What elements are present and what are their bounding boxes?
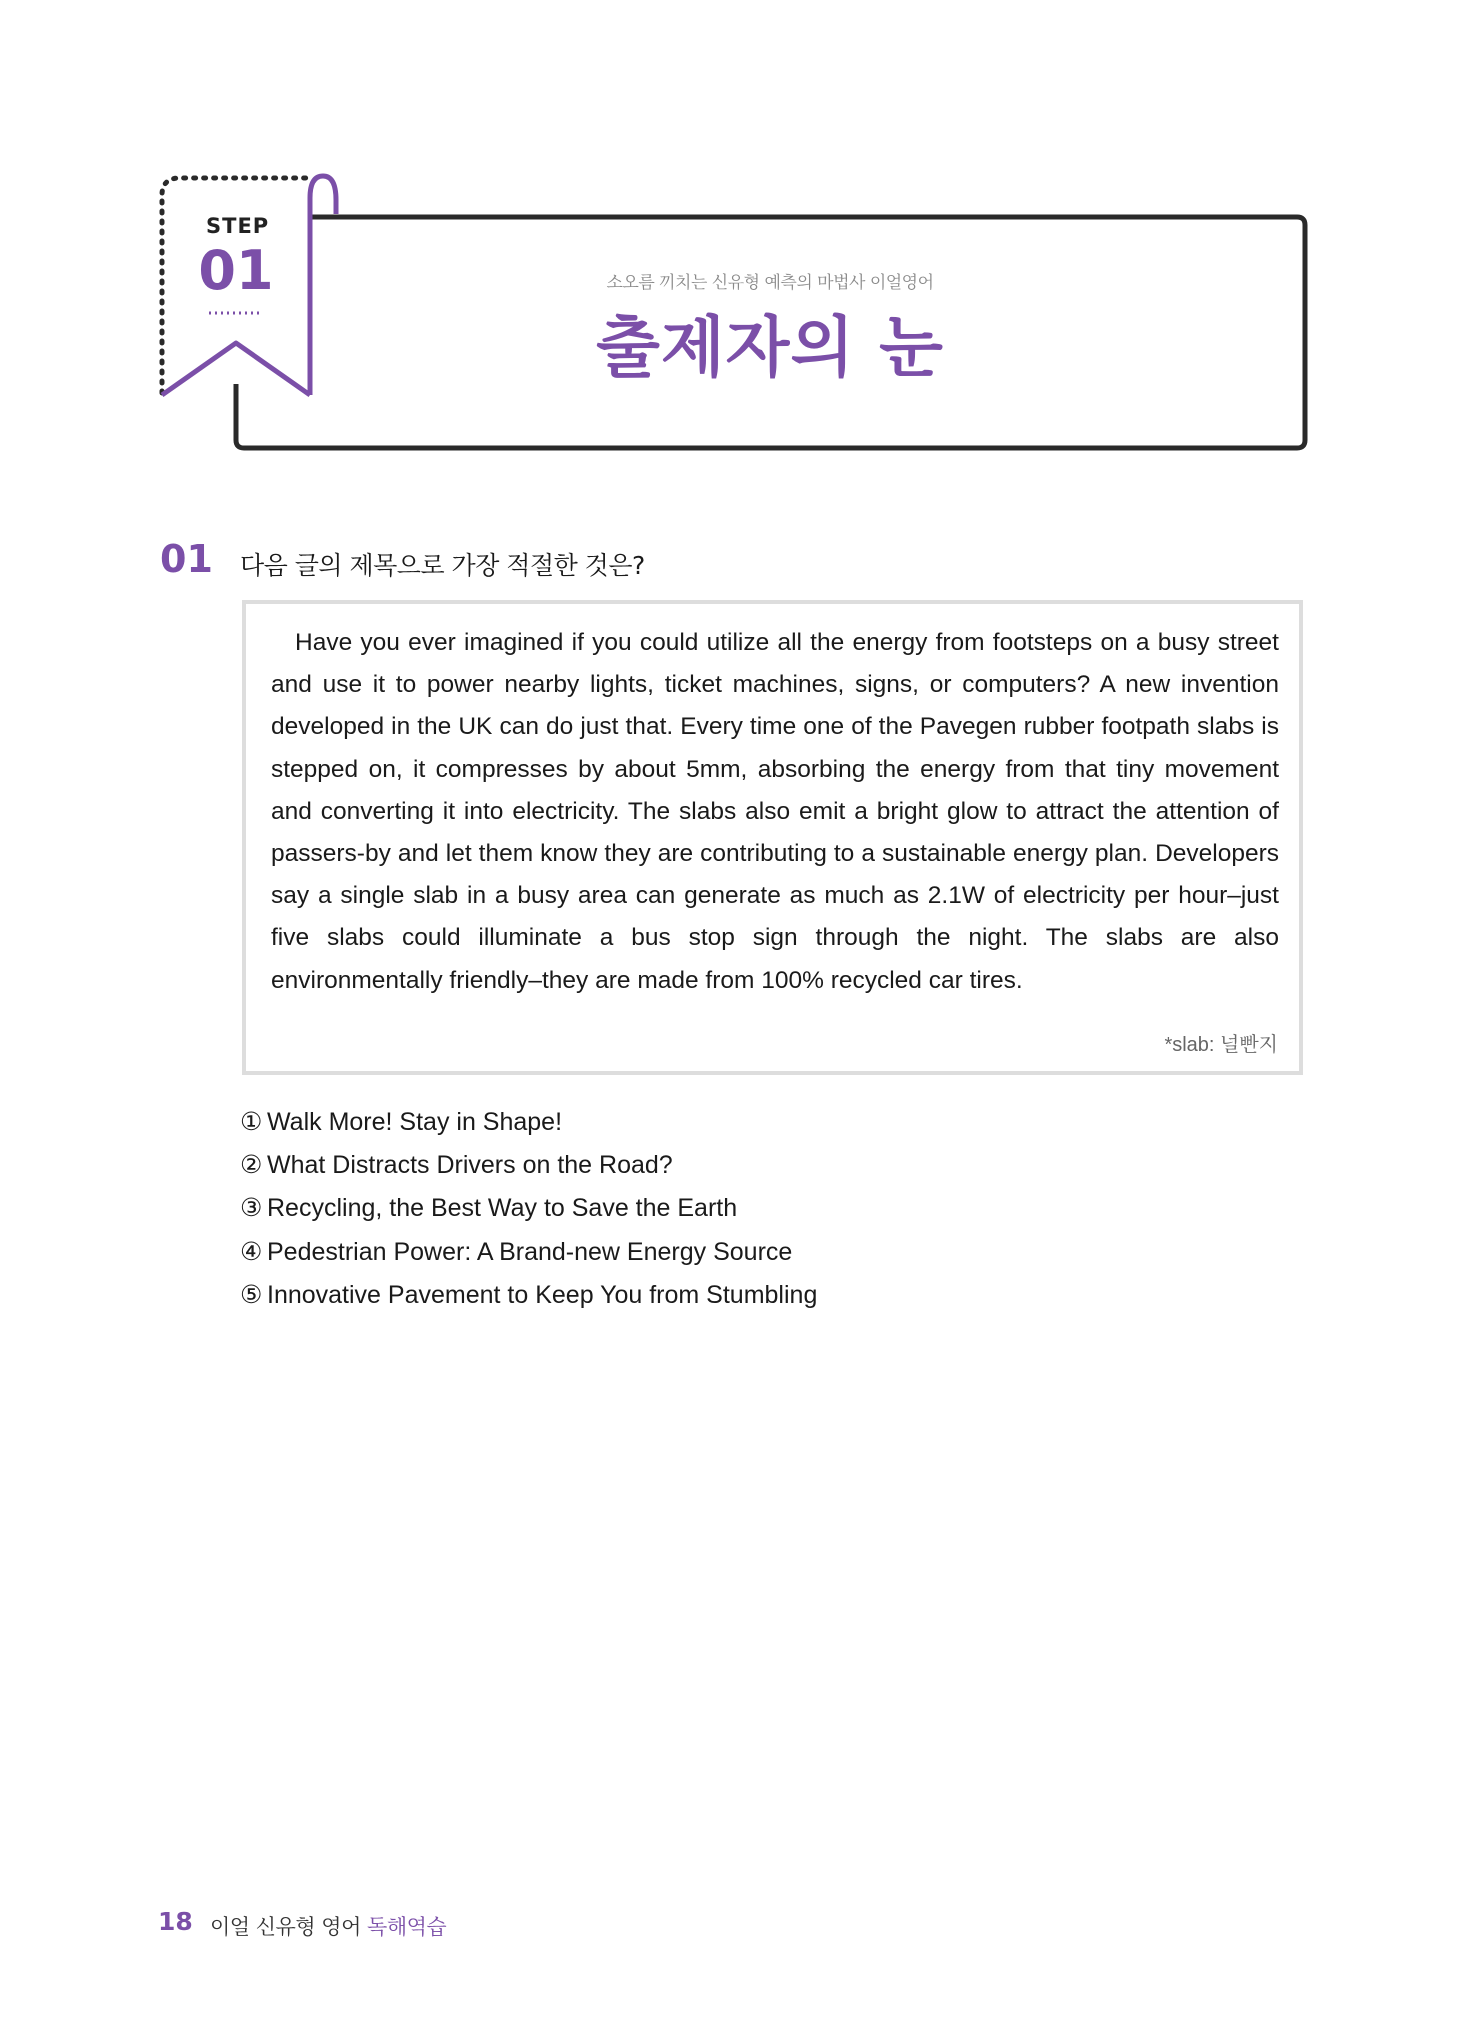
option-text: Innovative Pavement to Keep You from Stumbling	[267, 1280, 818, 1309]
answer-option[interactable]	[240, 1274, 817, 1317]
option-number: ②	[240, 1151, 263, 1180]
page-title: 출제자의 눈	[596, 309, 944, 386]
option-text: What Distracts Drivers on the Road?	[267, 1151, 673, 1180]
option-number: ③	[240, 1194, 263, 1223]
header-subtitle: 소오름 끼치는 신유형 예측의 마법사 이얼영어	[606, 273, 934, 293]
question-prompt: 다음 글의 제목으로 가장 적절한 것은?	[240, 551, 645, 580]
option-text: Recycling, the Best Way to Save the Earth	[267, 1194, 738, 1223]
answer-options	[240, 1101, 817, 1317]
passage-footnote: *slab: 널빤지	[1164, 1034, 1278, 1056]
step-number: 01	[198, 239, 274, 302]
answer-option[interactable]	[240, 1231, 817, 1274]
answer-option[interactable]	[240, 1187, 817, 1230]
book-title	[210, 1911, 446, 1941]
option-number: ⑤	[240, 1280, 263, 1309]
option-text: Walk More! Stay in Shape!	[267, 1108, 563, 1136]
answer-option[interactable]	[240, 1101, 817, 1144]
passage-text: Have you ever imagined if you could utilize all the energy from footsteps on a busy street and use it to power nearby lights, ticket machines, signs, or computers? A new invention developed in the UK can do just that. Every time one of the Pavegen rubber footpath slabs is stepped on, it compresses by about 5mm, absorbing the energy from that tiny movement and converting it into electricity. The slabs also emit a bright glow to attract the attention of passers-by and let them know they are contributing to a sustainable energy plan. Developers say a single slab in a busy area can generate as much as 2.1W of electricity per hour–just five slabs could illuminate a bus stop sign through the night. The slabs are also environmentally friendly–they are made from 100% recycled car tires.	[271, 629, 1279, 994]
question-number: 01	[160, 537, 213, 581]
option-number: ④	[240, 1237, 263, 1266]
option-number: ①	[240, 1108, 263, 1136]
bookmark-ribbon	[310, 176, 336, 395]
book-title-accent: 독해역습	[367, 1915, 447, 1939]
answer-option[interactable]	[240, 1144, 817, 1187]
option-text: Pedestrian Power: A Brand-new Energy Source	[267, 1237, 793, 1266]
book-title-main: 이얼 신유형 영어	[210, 1915, 368, 1939]
page-number: 18	[158, 1907, 193, 1936]
step-label: STEP	[206, 214, 270, 238]
